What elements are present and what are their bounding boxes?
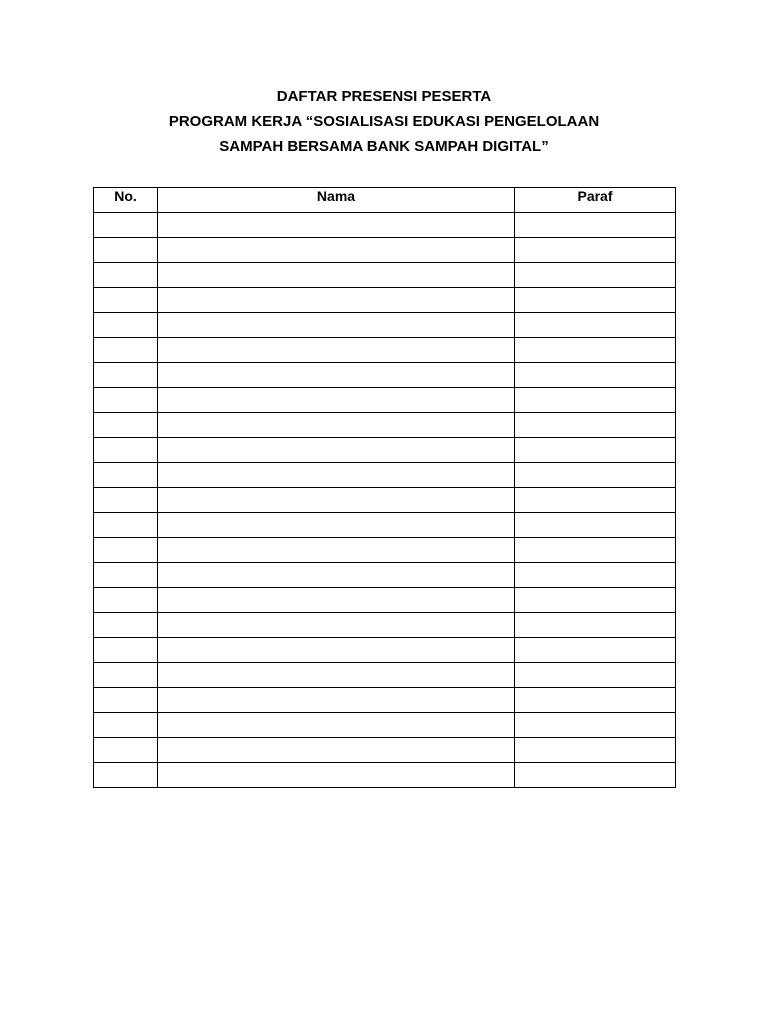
cell-paraf[interactable] [515,313,676,338]
cell-nama[interactable] [158,638,515,663]
cell-no[interactable] [94,463,158,488]
cell-paraf[interactable] [515,738,676,763]
header-paraf: Paraf [515,188,676,213]
table-row [94,638,676,663]
attendance-table [93,187,676,788]
cell-no[interactable] [94,638,158,663]
cell-no[interactable] [94,713,158,738]
cell-paraf[interactable] [515,438,676,463]
table-row [94,613,676,638]
cell-nama[interactable] [158,438,515,463]
cell-nama[interactable] [158,313,515,338]
cell-paraf[interactable] [515,638,676,663]
cell-nama[interactable] [158,338,515,363]
cell-no[interactable] [94,663,158,688]
cell-no[interactable] [94,738,158,763]
cell-paraf[interactable] [515,563,676,588]
title-line-3: SAMPAH BERSAMA BANK SAMPAH DIGITAL” [219,138,549,155]
cell-nama[interactable] [158,688,515,713]
header-no: No. [94,188,158,213]
cell-no[interactable] [94,488,158,513]
cell-no[interactable] [94,513,158,538]
cell-nama[interactable] [158,288,515,313]
cell-paraf[interactable] [515,488,676,513]
cell-nama[interactable] [158,763,515,788]
cell-nama[interactable] [158,713,515,738]
cell-nama[interactable] [158,588,515,613]
cell-no[interactable] [94,763,158,788]
cell-paraf[interactable] [515,513,676,538]
cell-no[interactable] [94,338,158,363]
cell-nama[interactable] [158,663,515,688]
cell-nama[interactable] [158,463,515,488]
cell-no[interactable] [94,613,158,638]
table-row [94,563,676,588]
cell-paraf[interactable] [515,288,676,313]
table-row [94,763,676,788]
table-row [94,463,676,488]
header-nama: Nama [158,188,515,213]
table-row [94,238,676,263]
cell-nama[interactable] [158,613,515,638]
table-row [94,338,676,363]
cell-paraf[interactable] [515,463,676,488]
cell-no[interactable] [94,438,158,463]
cell-no[interactable] [94,313,158,338]
table-row [94,288,676,313]
cell-nama[interactable] [158,263,515,288]
table-row [94,363,676,388]
table-header-row [94,188,676,213]
table-row [94,388,676,413]
cell-nama[interactable] [158,738,515,763]
table-row [94,688,676,713]
title-line-1: DAFTAR PRESENSI PESERTA [276,88,492,105]
document-title [0,84,768,159]
cell-paraf[interactable] [515,763,676,788]
table-row [94,213,676,238]
cell-paraf[interactable] [515,363,676,388]
cell-no[interactable] [94,563,158,588]
cell-no[interactable] [94,238,158,263]
cell-paraf[interactable] [515,588,676,613]
cell-paraf[interactable] [515,688,676,713]
table-row [94,713,676,738]
cell-nama[interactable] [158,238,515,263]
cell-nama[interactable] [158,513,515,538]
cell-paraf[interactable] [515,238,676,263]
cell-paraf[interactable] [515,388,676,413]
cell-no[interactable] [94,538,158,563]
cell-no[interactable] [94,388,158,413]
title-line-2: PROGRAM KERJA “SOSIALISASI EDUKASI PENGELOLAAN [168,113,600,130]
cell-no[interactable] [94,688,158,713]
cell-paraf[interactable] [515,338,676,363]
cell-no[interactable] [94,588,158,613]
cell-no[interactable] [94,363,158,388]
table-row [94,263,676,288]
cell-no[interactable] [94,288,158,313]
cell-nama[interactable] [158,488,515,513]
cell-paraf[interactable] [515,713,676,738]
table-row [94,663,676,688]
cell-nama[interactable] [158,213,515,238]
cell-paraf[interactable] [515,663,676,688]
cell-paraf[interactable] [515,538,676,563]
cell-nama[interactable] [158,388,515,413]
table-row [94,513,676,538]
table-row [94,738,676,763]
cell-nama[interactable] [158,413,515,438]
cell-paraf[interactable] [515,213,676,238]
table-row [94,413,676,438]
cell-no[interactable] [94,213,158,238]
table-row [94,313,676,338]
cell-paraf[interactable] [515,413,676,438]
table-row [94,488,676,513]
cell-no[interactable] [94,263,158,288]
cell-nama[interactable] [158,363,515,388]
cell-nama[interactable] [158,563,515,588]
cell-paraf[interactable] [515,263,676,288]
table-row [94,438,676,463]
cell-nama[interactable] [158,538,515,563]
cell-no[interactable] [94,413,158,438]
cell-paraf[interactable] [515,613,676,638]
attendance-table-body [94,213,676,788]
table-row [94,538,676,563]
table-row [94,588,676,613]
